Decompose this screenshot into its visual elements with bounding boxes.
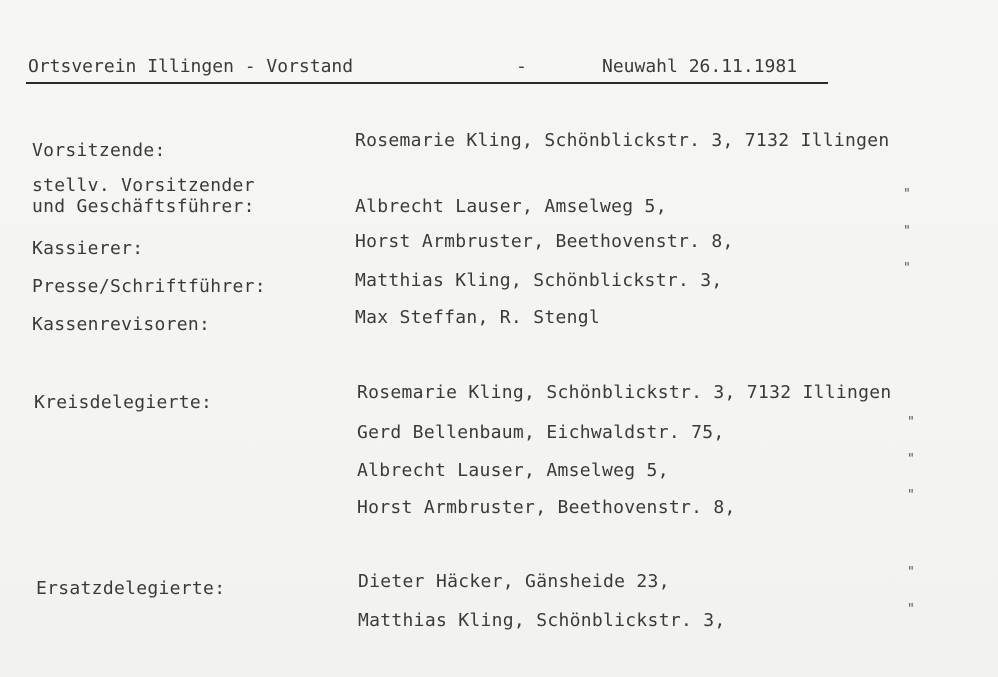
value-kreisdelegierte-3: Albrecht Lauser, Amselweg 5, — [357, 460, 669, 481]
ditto-mark: " — [907, 488, 915, 503]
label-vorsitzende: Vorsitzende: — [32, 140, 166, 161]
label-ersatzdelegierte: Ersatzdelegierte: — [36, 578, 226, 599]
ditto-mark: " — [907, 415, 915, 430]
value-ersatzdelegierte-2: Matthias Kling, Schönblickstr. 3, — [358, 610, 726, 631]
value-vorsitzende: Rosemarie Kling, Schönblickstr. 3, 7132 Illingen — [355, 130, 890, 151]
value-ersatzdelegierte-1: Dieter Häcker, Gänsheide 23, — [358, 571, 670, 592]
label-kreisdelegierte: Kreisdelegierte: — [34, 392, 213, 413]
value-kassenrevisoren: Max Steffan, R. Stengl — [355, 307, 601, 328]
label-stellv-line1: stellv. Vorsitzender — [32, 175, 255, 196]
ditto-mark: " — [907, 565, 915, 580]
ditto-mark: " — [903, 187, 911, 202]
value-kreisdelegierte-1: Rosemarie Kling, Schönblickstr. 3, 7132 Illingen — [357, 382, 892, 403]
ditto-mark: " — [907, 602, 915, 617]
header-dash: - — [516, 56, 527, 77]
label-kassierer: Kassierer: — [32, 238, 144, 259]
ditto-mark: " — [903, 261, 911, 276]
value-stellv: Albrecht Lauser, Amselweg 5, — [355, 196, 667, 217]
ditto-mark: " — [907, 452, 915, 467]
ditto-mark: " — [903, 224, 911, 239]
value-presse: Matthias Kling, Schönblickstr. 3, — [355, 270, 723, 291]
label-presse: Presse/Schriftführer: — [32, 276, 266, 297]
value-kreisdelegierte-4: Horst Armbruster, Beethovenstr. 8, — [357, 497, 736, 518]
label-stellv-line2: und Geschäftsführer: — [32, 196, 255, 217]
header-title: Ortsverein Illingen - Vorstand — [28, 56, 354, 77]
label-kassenrevisoren: Kassenrevisoren: — [32, 314, 211, 335]
header-date: Neuwahl 26.11.1981 — [602, 56, 798, 77]
value-kreisdelegierte-2: Gerd Bellenbaum, Eichwaldstr. 75, — [357, 422, 725, 443]
value-kassierer: Horst Armbruster, Beethovenstr. 8, — [355, 231, 734, 252]
header-underline — [26, 82, 828, 84]
